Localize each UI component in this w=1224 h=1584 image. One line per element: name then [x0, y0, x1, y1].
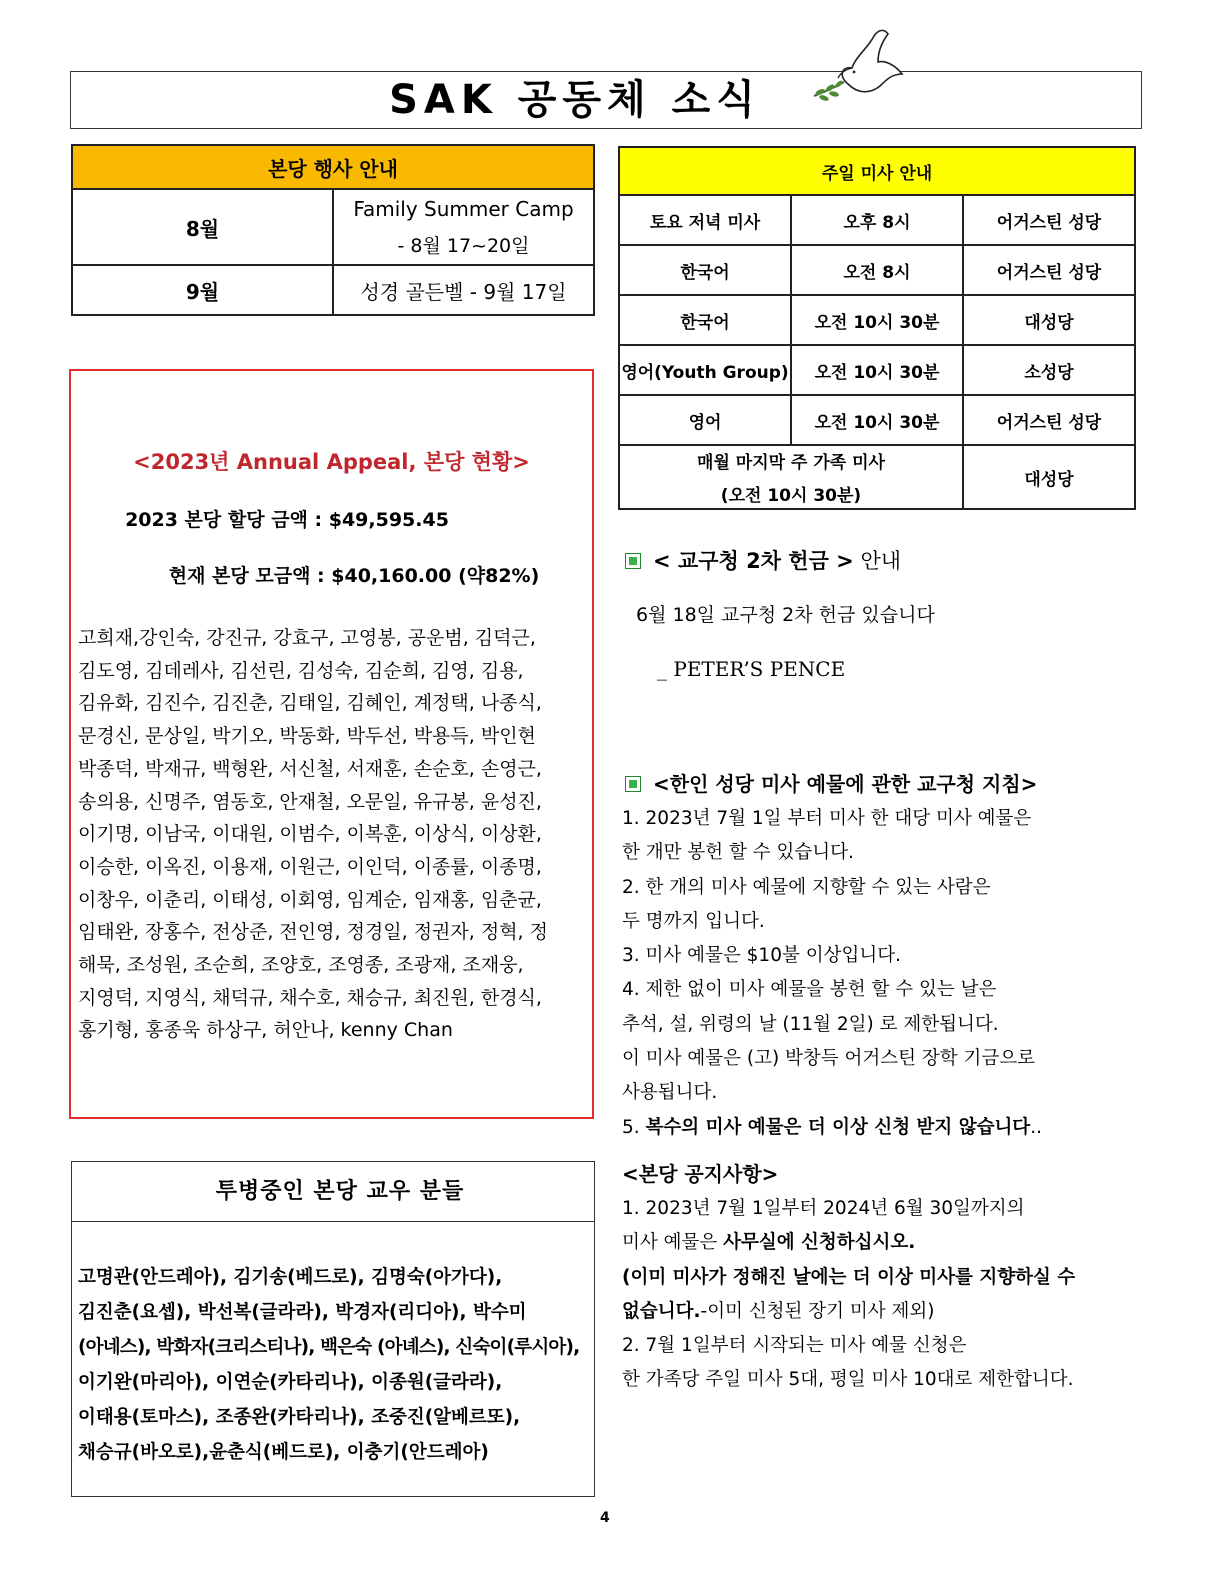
event-description	[333, 189, 594, 265]
family-mass-label	[619, 445, 963, 509]
donor-line: 김도영, 김데레사, 김선린, 김성숙, 김순희, 김영, 김용,	[78, 659, 524, 682]
mass-type: 한국어	[619, 245, 791, 295]
sick-line: 채승규(바오로),윤춘식(베드로), 이충기(안드레아)	[78, 1442, 489, 1463]
event-month: 8월	[72, 189, 333, 265]
donor-line: 임태완, 장홍수, 전상준, 전인영, 정경일, 정권자, 정혁, 정	[78, 921, 548, 944]
guideline-line: 사용됩니다.	[622, 1082, 718, 1104]
page-title: SAK 공동체 소식	[389, 77, 761, 123]
guideline-line	[622, 1111, 1182, 1145]
donor-line: 송의용, 신명주, 염동호, 안재철, 오문일, 유규봉, 윤성진,	[78, 790, 542, 813]
donor-line: 박종덕, 박재규, 백형완, 서신철, 서재훈, 손순호, 손영근,	[78, 757, 542, 780]
appeal-raised-amount: 현재 본당 모금액 : $40,160.00 (약82%)	[168, 565, 540, 587]
mass-place: 소성당	[963, 345, 1135, 395]
mass-type: 토요 저녁 미사	[619, 195, 791, 245]
mass-time: 오후 8시	[791, 195, 963, 245]
mass-time: 오전 10시 30분	[791, 395, 963, 445]
guideline-line: 추석, 설, 위령의 날 (11월 2일) 로 제한됩니다.	[622, 1013, 999, 1035]
mass-type: 한국어	[619, 295, 791, 345]
notices-list	[622, 1192, 1182, 1398]
guideline-line: 4. 제한 없이 미사 예물을 봉헌 할 수 있는 날은	[622, 979, 997, 1001]
guideline-line: 3. 미사 예물은 $10불 이상입니다.	[622, 945, 901, 967]
page-number: 4	[600, 1510, 610, 1526]
guideline-line: 이 미사 예물은 (고) 박창득 어거스틴 장학 기금으로	[622, 1048, 1036, 1070]
donor-line: 해묵, 조성원, 조순희, 조양호, 조영종, 조광재, 조재웅,	[78, 954, 524, 977]
guidelines-list	[622, 802, 1182, 1145]
check-box-icon	[625, 553, 641, 569]
notice-line	[622, 1226, 1182, 1260]
donor-line: 이기명, 이남국, 이대원, 이범수, 이복훈, 이상식, 이상환,	[78, 823, 542, 846]
guideline-line: 두 명까지 입니다.	[622, 910, 765, 932]
notice-bold-text: 없습니다.	[622, 1300, 701, 1322]
mass-place: 어거스틴 성당	[963, 245, 1135, 295]
collection-heading	[625, 545, 901, 575]
mass-time: 오전 10시 30분	[791, 295, 963, 345]
event-month: 9월	[72, 265, 333, 315]
event-description: 성경 골든벨 - 9월 17일	[333, 265, 594, 315]
sick-line: 김진춘(요셉), 박선복(글라라), 박경자(리디아), 박수미	[78, 1302, 527, 1323]
mass-place: 대성당	[963, 295, 1135, 345]
guideline-line: 한 개만 봉헌 할 수 있습니다.	[622, 842, 854, 864]
notice-bold-text: 사무실에 신청하십시오.	[723, 1232, 916, 1254]
donor-line: 고희재,강인숙, 강진규, 강효구, 고영봉, 공운범, 김덕근,	[78, 627, 536, 649]
notice-line: (이미 미사가 정해진 날에는 더 이상 미사를 지향하실 수	[622, 1266, 1076, 1288]
mass-time: 오전 10시 30분	[791, 345, 963, 395]
notice-line: 한 가족당 주일 미사 5대, 평일 미사 10대로 제한합니다.	[622, 1369, 1074, 1391]
guideline-line: 1. 2023년 7월 1일 부터 미사 한 대당 미사 예물은	[622, 808, 1032, 829]
sick-line: (아네스), 박화자(크리스티나), 백은숙 (아녜스), 신숙이(루시아),	[78, 1337, 580, 1358]
notice-plain-text: -이미 신청된 장기 미사 제외)	[700, 1300, 935, 1322]
event-date: - 8월 17~20일	[397, 234, 530, 257]
mass-type: 영어(Youth Group)	[619, 345, 791, 395]
sick-line: 이기완(마리아), 이연순(카타리나), 이종원(글라라),	[78, 1372, 503, 1393]
mass-place: 어거스틴 성당	[963, 195, 1135, 245]
notices-heading: <본당 공지사항>	[622, 1162, 779, 1186]
event-name: Family Summer Camp	[353, 196, 574, 221]
dove-with-olive-branch-icon	[808, 26, 908, 112]
guideline-suffix: ..	[1030, 1116, 1042, 1138]
sick-parishioners-title: 투병중인 본당 교우 분들	[215, 1179, 465, 1204]
mass-schedule-table	[618, 146, 1136, 510]
collection-heading-rest: 안내	[853, 549, 902, 573]
donor-list	[78, 622, 588, 1047]
mass-place: 어거스틴 성당	[963, 395, 1135, 445]
sick-line: 이태용(토마스), 조종완(카타리나), 조중진(알베르또),	[78, 1407, 521, 1428]
sick-parishioners-list	[78, 1260, 598, 1470]
donor-line: 김유화, 김진수, 김진춘, 김태일, 김혜인, 계정택, 나종식,	[78, 692, 542, 715]
notice-line: 2. 7월 1일부터 시작되는 미사 예물 신청은	[622, 1335, 967, 1357]
notice-line: 1. 2023년 7월 1일부터 2024년 6월 30일까지의	[622, 1198, 1025, 1219]
divider	[71, 1221, 595, 1222]
notice-line	[622, 1295, 1182, 1329]
family-mass-line1: 매월 마지막 주 가족 미사	[697, 453, 885, 473]
donor-line: 이창우, 이춘리, 이태성, 이회영, 임계순, 임재홍, 임춘균,	[78, 888, 542, 911]
collection-date-text: 6월 18일 교구청 2차 헌금 있습니다	[636, 604, 935, 626]
appeal-target-amount: 2023 본당 할당 금액 : $49,595.45	[125, 509, 449, 531]
guideline-bold-text: 복수의 미사 예물은 더 이상 신청 받지 않습니다	[645, 1116, 1031, 1138]
guideline-number: 5.	[622, 1116, 646, 1138]
mass-place: 대성당	[963, 445, 1135, 509]
mass-type: 영어	[619, 395, 791, 445]
donor-line: 홍기형, 홍종욱 하상구, 허안나, kenny Chan	[78, 1019, 453, 1042]
family-mass-line2: (오전 10시 30분)	[720, 486, 862, 506]
parish-events-table	[71, 144, 595, 316]
donor-line: 이승한, 이옥진, 이용재, 이원근, 이인덕, 이종률, 이종명,	[78, 855, 542, 878]
sick-line: 고명관(안드레아), 김기송(베드로), 김명숙(아가다),	[78, 1267, 503, 1288]
mass-time: 오전 8시	[791, 245, 963, 295]
guideline-line: 2. 한 개의 미사 예물에 지향할 수 있는 사람은	[622, 876, 991, 898]
guidelines-heading	[625, 768, 1037, 797]
events-table-title: 본당 행사 안내	[72, 145, 594, 189]
notice-plain-text: 미사 예물은	[622, 1232, 724, 1254]
donor-line: 문경신, 문상일, 박기오, 박동화, 박두선, 박용득, 박인현	[78, 725, 536, 748]
donor-line: 지영덕, 지영식, 채덕규, 채수호, 채승규, 최진원, 한경식,	[78, 986, 542, 1009]
check-box-icon	[625, 776, 641, 792]
appeal-title: <2023년 Annual Appeal, 본당 현황>	[133, 450, 530, 474]
collection-heading-bold: < 교구청 2차 헌금 >	[653, 549, 854, 573]
collection-name-text: _ PETER’S PENCE	[657, 657, 846, 681]
guidelines-heading-text: <한인 성당 미사 예물에 관한 교구청 지침>	[653, 772, 1038, 796]
mass-table-title: 주일 미사 안내	[619, 147, 1135, 195]
